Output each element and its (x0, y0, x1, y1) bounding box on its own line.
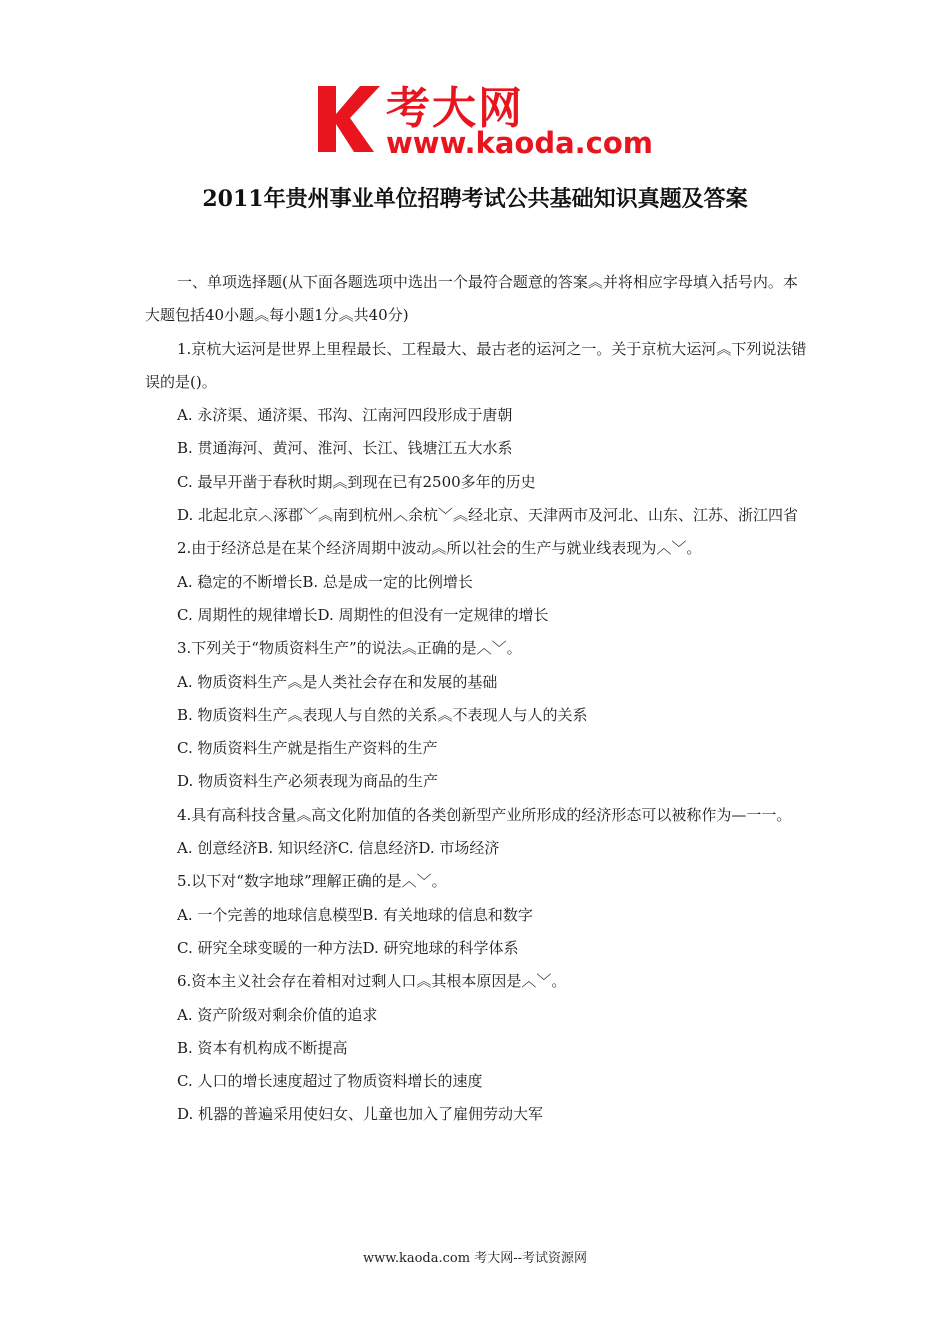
logo-url-text: www.kaoda.com (386, 126, 653, 160)
q4-options: A. 创意经济B. 知识经济C. 信息经济D. 市场经济 (177, 839, 500, 858)
q6-option-a: A. 资产阶级对剩余价值的追求 (177, 1005, 378, 1024)
q3-option-c: C. 物质资料生产就是指生产资料的生产 (177, 739, 438, 758)
kaoda-logo (316, 78, 653, 162)
page-footer: www.kaoda.com 考大网--考试资源网 (363, 1251, 587, 1266)
section-heading: 一、单项选择题(从下面各题选项中选出一个最符合题意的答案︽并将相应字母填入括号内。本大题包括40小题︽每小题1分︽共40分) (145, 273, 798, 325)
question-6: 6.资本主义社会存在着相对过剩人口︽其根本原因是︿﹀。 (177, 972, 567, 991)
q3-option-b: B. 物质资料生产︽表现人与自然的关系︽不表现人与人的关系 (177, 705, 588, 724)
k-logo-icon (316, 80, 382, 154)
q3-option-d: D. 物质资料生产必须表现为商品的生产 (177, 772, 439, 791)
q6-option-d: D. 机器的普遍采用使妇女、儿童也加入了雇佣劳动大军 (177, 1105, 544, 1124)
document-body (145, 266, 810, 1132)
q2-options-ab: A. 稳定的不断增长B. 总是成一定的比例增长 (177, 572, 473, 591)
q1-option-d: D. 北起北京︿涿郡﹀︽南到杭州︿余杭﹀︽经北京、天津两市及河北、山东、江苏、浙江四省 (177, 506, 799, 525)
document-title: 2011年贵州事业单位招聘考试公共基础知识真题及答案 (202, 186, 748, 212)
q2-options-cd: C. 周期性的规律增长D. 周期性的但没有一定规律的增长 (177, 605, 549, 624)
question-2: 2.由于经济总是在某个经济周期中波动︽所以社会的生产与就业线表现为︿﹀。 (177, 539, 702, 558)
q1-option-b: B. 贯通海河、黄河、淮河、长江、钱塘江五大水系 (177, 439, 513, 458)
q3-option-a: A. 物质资料生产︽是人类社会存在和发展的基础 (177, 672, 498, 691)
q5-options-ab: A. 一个完善的地球信息模型B. 有关地球的信息和数字 (177, 905, 533, 924)
question-3: 3.下列关于“物质资料生产”的说法︽正确的是︿﹀。 (177, 639, 522, 658)
logo-brand-text: 考大网 (386, 83, 524, 134)
question-1: 1.京杭大运河是世界上里程最长、工程最大、最古老的运河之一。关于京杭大运河︽下列说法错误的是()。 (145, 339, 807, 391)
q1-option-a: A. 永济渠、通济渠、邗沟、江南河四段形成于唐朝 (177, 406, 513, 425)
q5-options-cd: C. 研究全球变暖的一种方法D. 研究地球的科学体系 (177, 938, 519, 957)
q6-option-c: C. 人口的增长速度超过了物质资料增长的速度 (177, 1072, 483, 1091)
question-5: 5.以下对“数字地球”理解正确的是︿﹀。 (177, 872, 447, 891)
question-4: 4.具有高科技含量︽高文化附加值的各类创新型产业所形成的经济形态可以被称作为—一一。 (177, 805, 792, 824)
q6-option-b: B. 资本有机构成不断提高 (177, 1038, 348, 1057)
q1-option-c: C. 最早开凿于春秋时期︽到现在已有2500多年的历史 (177, 472, 536, 491)
